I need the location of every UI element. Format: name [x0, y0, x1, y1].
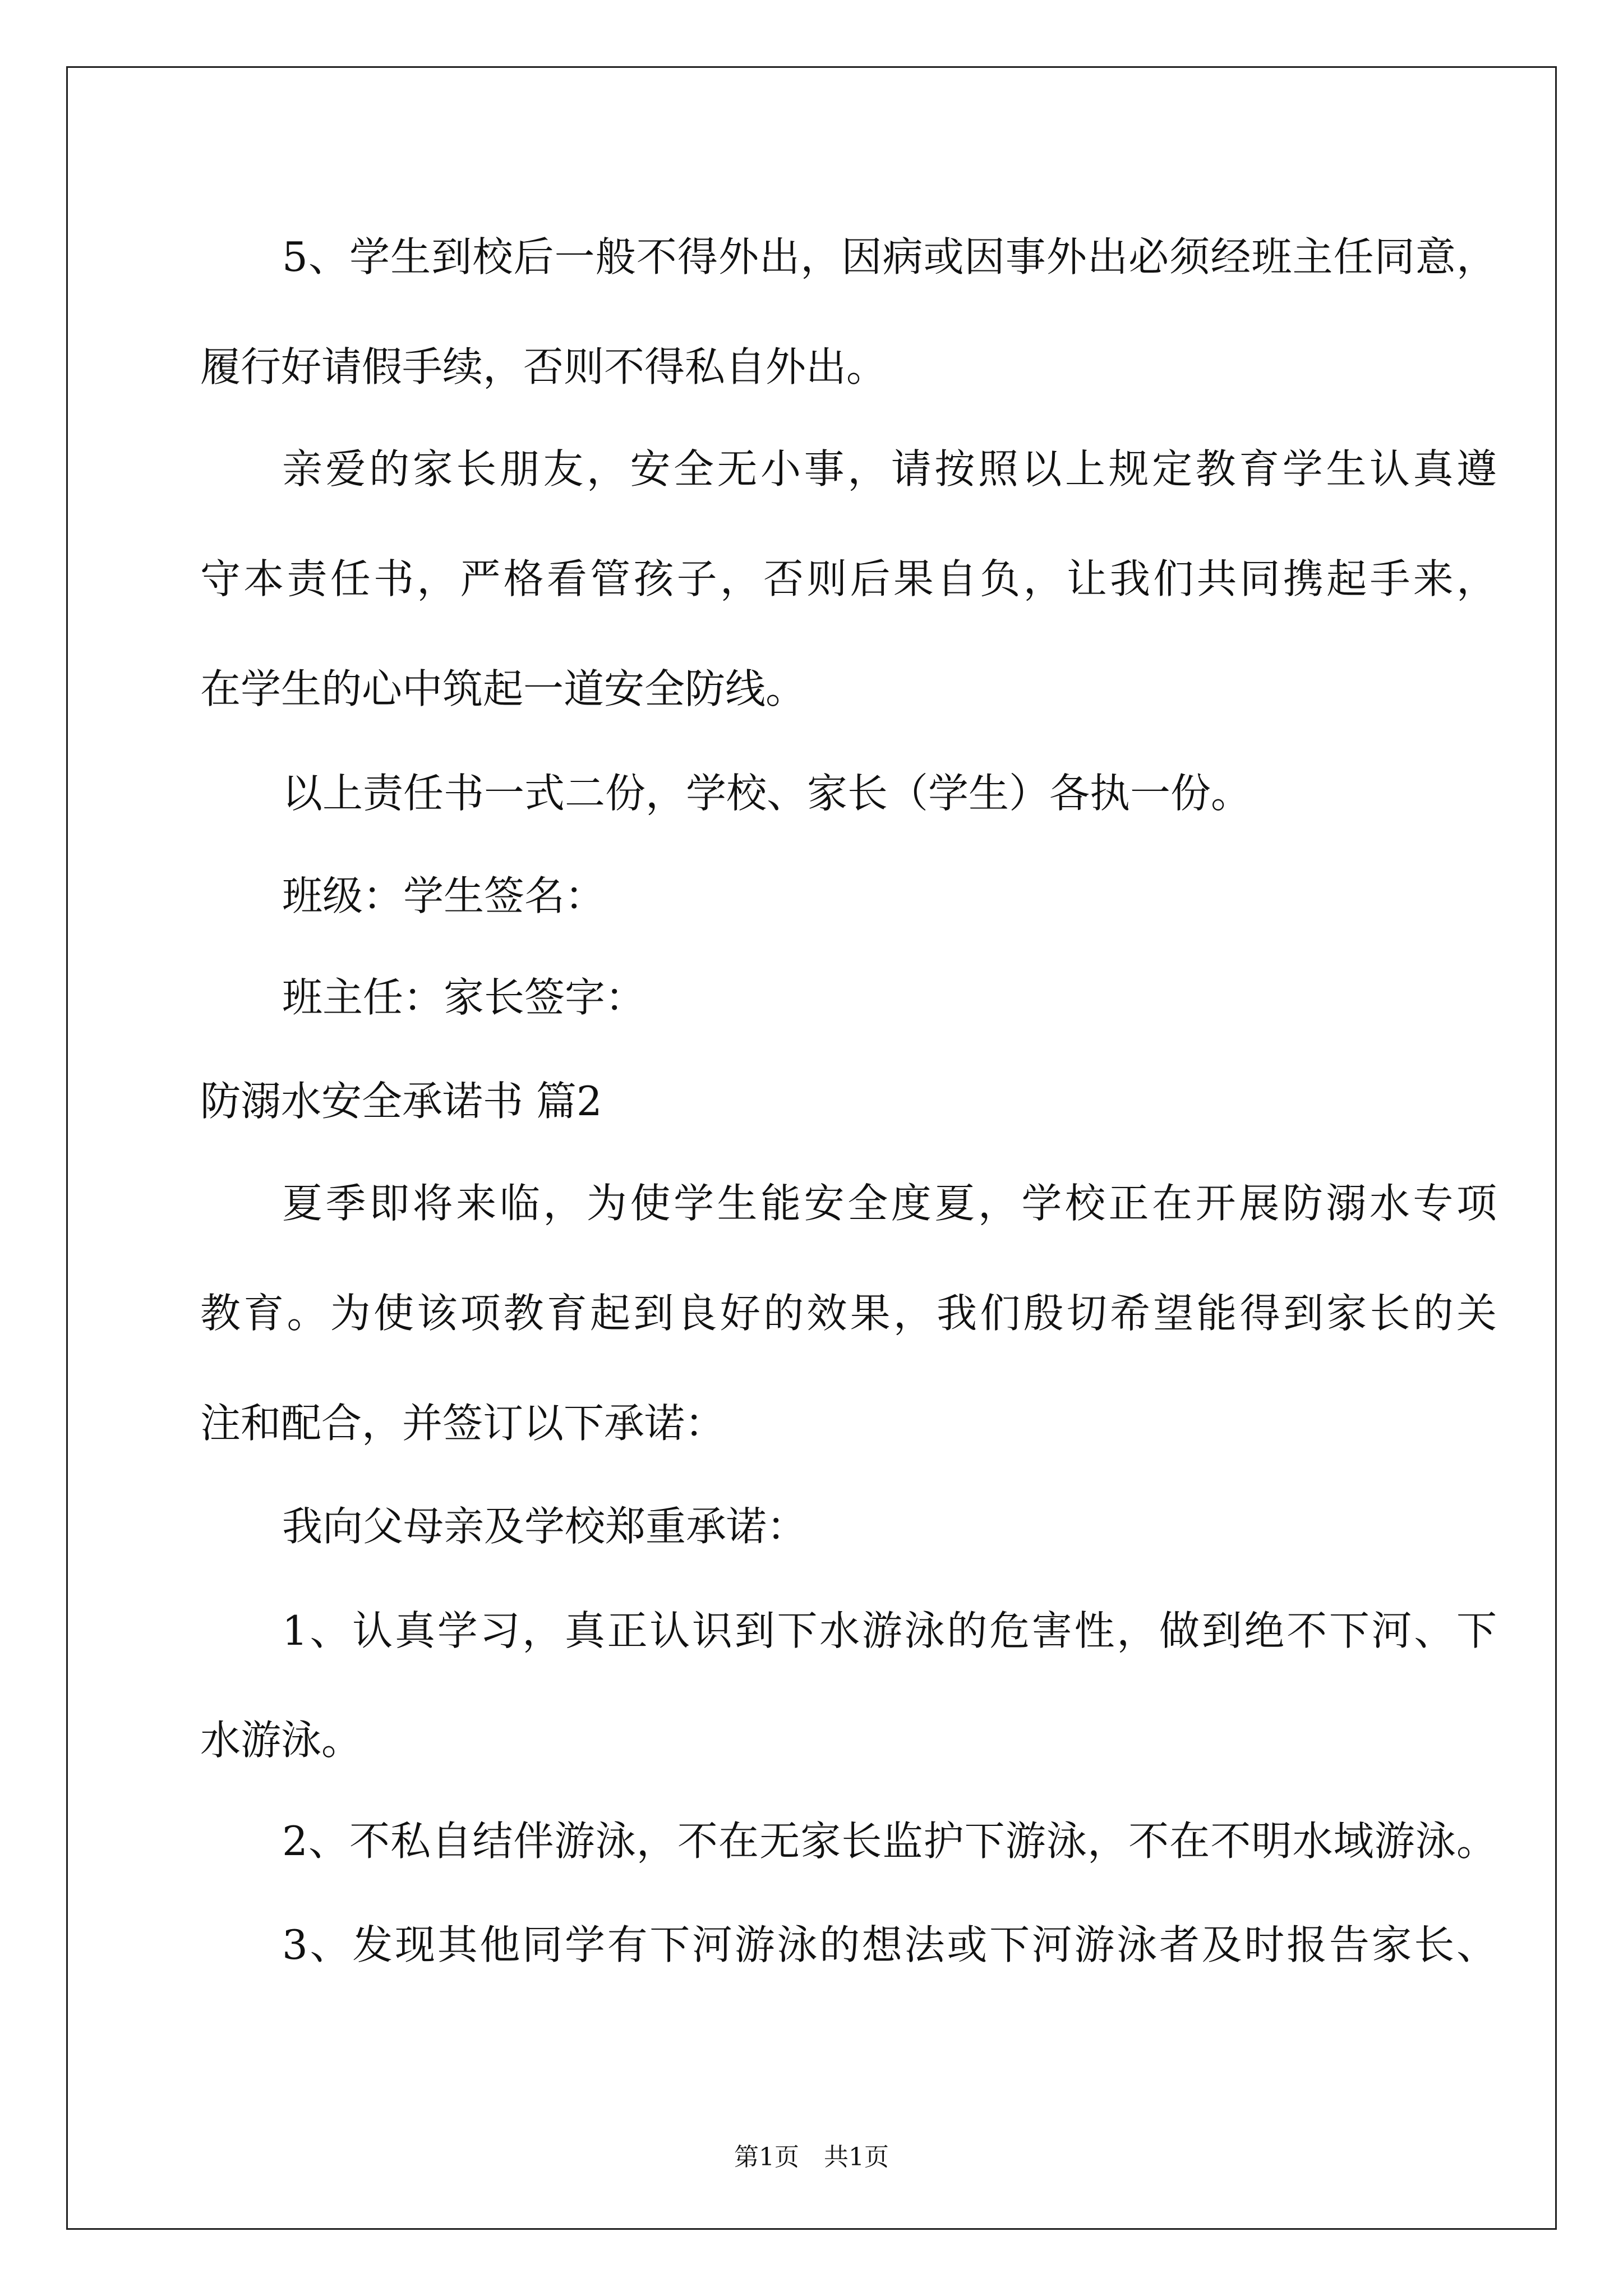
- paragraph-line: 履行好请假手续，否则不得私自外出。: [200, 343, 887, 390]
- paragraph-line: 注和配合，并签订以下承诺：: [200, 1400, 726, 1447]
- signature-teacher-parent-line: 班主任：家长签字：: [282, 974, 646, 1021]
- paragraph-line: 以上责任书一式二份，学校、家长（学生）各执一份。: [282, 770, 1252, 817]
- page-frame: [66, 66, 1557, 2230]
- paragraph-line: 水游泳。: [200, 1717, 362, 1764]
- paragraph-line: 亲爱的家长朋友，安全无小事，请按照以上规定教育学生认真遵: [282, 445, 1497, 493]
- paragraph-line: 守本责任书，严格看管孩子，否则后果自负，让我们共同携起手来，: [200, 555, 1497, 602]
- document-body: [68, 68, 1555, 2228]
- signature-class-student-line: 班级：学生签名：: [282, 872, 606, 919]
- section-heading: 防溺水安全承诺书 篇2: [200, 1078, 602, 1125]
- paragraph-line: 夏季即将来临，为使学生能安全度夏，学校正在开展防溺水专项: [282, 1180, 1497, 1227]
- paragraph-line: 5、学生到校后一般不得外出，因病或因事外出必须经班主任同意，: [282, 233, 1497, 280]
- page-footer: 第1页 共1页: [734, 2143, 889, 2171]
- paragraph-line: 在学生的心中筑起一道安全防线。: [200, 665, 806, 712]
- paragraph-line: 2、不私自结伴游泳，不在无家长监护下游泳，不在不明水域游泳。: [282, 1818, 1497, 1865]
- paragraph-line: 我向父母亲及学校郑重承诺：: [282, 1503, 808, 1550]
- paragraph-line: 3、发现其他同学有下河游泳的想法或下河游泳者及时报告家长、: [282, 1921, 1497, 1968]
- paragraph-line: 1、认真学习，真正认识到下水游泳的危害性，做到绝不下河、下: [282, 1607, 1497, 1654]
- paragraph-line: 教育。为使该项教育起到良好的效果，我们殷切希望能得到家长的关: [200, 1290, 1497, 1337]
